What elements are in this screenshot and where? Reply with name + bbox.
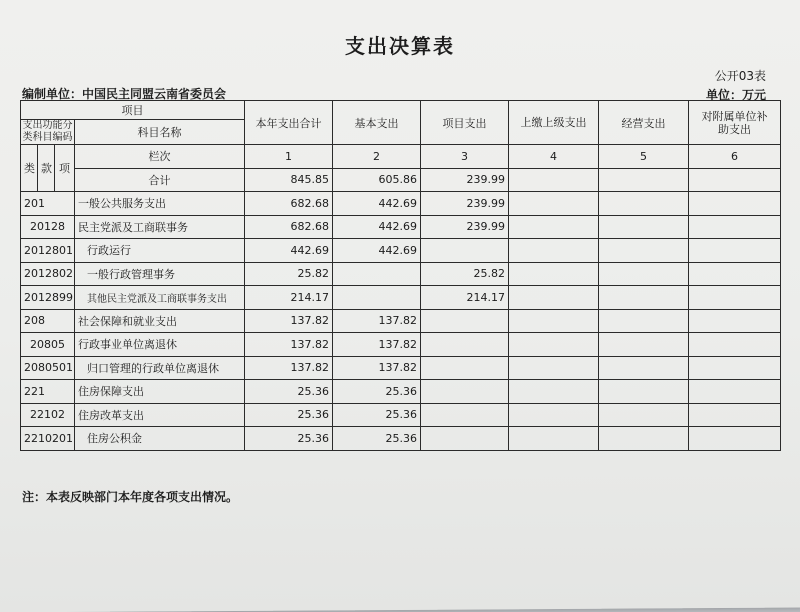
total-value-6 xyxy=(689,168,781,192)
value-cell-col-2: 137.82 xyxy=(333,309,421,333)
subject-code: 2080501 xyxy=(21,356,75,380)
table-row xyxy=(21,262,781,286)
subject-code: 20805 xyxy=(21,333,75,357)
col-index-1: 1 xyxy=(245,145,333,169)
subject-name: 住房保障支出 xyxy=(75,380,245,404)
value-cell-col-5 xyxy=(599,403,689,427)
value-cell-col-5 xyxy=(599,215,689,239)
table-row xyxy=(21,427,781,451)
value-cell-col-5 xyxy=(599,239,689,263)
value-cell-col-4 xyxy=(509,262,599,286)
value-cell-col-2 xyxy=(333,286,421,310)
value-cell-col-2: 25.36 xyxy=(333,380,421,404)
value-cell-col-3 xyxy=(421,239,509,263)
subject-code: 201 xyxy=(21,192,75,216)
header-kuan: 款 xyxy=(38,145,55,192)
value-cell-col-1: 137.82 xyxy=(245,356,333,380)
value-cell-col-5 xyxy=(599,333,689,357)
header-lei: 类 xyxy=(21,145,38,192)
value-cell-col-4 xyxy=(509,286,599,310)
unit-label: 单位：万元 xyxy=(705,88,766,102)
subject-name: 民主党派及工商联事务 xyxy=(75,215,245,239)
value-cell-col-5 xyxy=(599,380,689,404)
value-cell-col-4 xyxy=(509,192,599,216)
value-cell-col-2: 442.69 xyxy=(333,215,421,239)
value-cell-col-1: 137.82 xyxy=(245,309,333,333)
expenditure-table xyxy=(20,100,781,451)
subject-code: 20128 xyxy=(21,215,75,239)
table-row xyxy=(21,403,781,427)
total-row xyxy=(21,168,781,192)
header-subject-name: 科目名称 xyxy=(75,120,245,145)
value-cell-col-5 xyxy=(599,192,689,216)
value-cell-col-3 xyxy=(421,309,509,333)
value-cell-col-2 xyxy=(333,262,421,286)
table-row xyxy=(21,192,781,216)
table-row xyxy=(21,333,781,357)
page-title: 支出决算表 xyxy=(345,34,455,58)
subject-name: 行政事业单位离退休 xyxy=(75,333,245,357)
value-cell-col-4 xyxy=(509,427,599,451)
header-col-5: 经营支出 xyxy=(599,101,689,145)
footnote: 注：本表反映部门本年度各项支出情况。 xyxy=(22,490,239,504)
col-index-2: 2 xyxy=(333,145,421,169)
value-cell-col-6 xyxy=(689,309,781,333)
subject-code: 2012802 xyxy=(21,262,75,286)
col-index-6: 6 xyxy=(689,145,781,169)
subject-name: 社会保障和就业支出 xyxy=(75,309,245,333)
subject-code: 208 xyxy=(21,309,75,333)
value-cell-col-6 xyxy=(689,427,781,451)
header-row-lanci xyxy=(21,145,781,169)
subject-name: 一般行政管理事务 xyxy=(75,262,245,286)
value-cell-col-3 xyxy=(421,403,509,427)
value-cell-col-4 xyxy=(509,333,599,357)
value-cell-col-2: 25.36 xyxy=(333,427,421,451)
value-cell-col-1: 25.36 xyxy=(245,403,333,427)
value-cell-col-2: 442.69 xyxy=(333,192,421,216)
header-col-4: 上缴上级支出 xyxy=(509,101,599,145)
total-value-4 xyxy=(509,168,599,192)
header-col-2: 基本支出 xyxy=(333,101,421,145)
table-row xyxy=(21,239,781,263)
form-code: 公开03表 xyxy=(714,69,766,83)
table-row xyxy=(21,309,781,333)
table-row xyxy=(21,286,781,310)
value-cell-col-6 xyxy=(689,403,781,427)
header-row-item xyxy=(21,101,781,120)
value-cell-col-1: 25.36 xyxy=(245,427,333,451)
header-col-1: 本年支出合计 xyxy=(245,101,333,145)
col-index-4: 4 xyxy=(509,145,599,169)
value-cell-col-2: 25.36 xyxy=(333,403,421,427)
value-cell-col-2: 137.82 xyxy=(333,333,421,357)
value-cell-col-3 xyxy=(421,333,509,357)
value-cell-col-6 xyxy=(689,239,781,263)
subject-name: 一般公共服务支出 xyxy=(75,192,245,216)
value-cell-col-3: 239.99 xyxy=(421,215,509,239)
value-cell-col-3 xyxy=(421,427,509,451)
value-cell-col-3: 25.82 xyxy=(421,262,509,286)
subject-name: 其他民主党派及工商联事务支出 xyxy=(75,286,245,310)
value-cell-col-5 xyxy=(599,309,689,333)
subject-name: 住房改革支出 xyxy=(75,403,245,427)
value-cell-col-6 xyxy=(689,356,781,380)
value-cell-col-3: 214.17 xyxy=(421,286,509,310)
total-value-1: 845.85 xyxy=(245,168,333,192)
total-value-2: 605.86 xyxy=(333,168,421,192)
value-cell-col-6 xyxy=(689,333,781,357)
subject-name: 行政运行 xyxy=(75,239,245,263)
value-cell-col-5 xyxy=(599,356,689,380)
value-cell-col-1: 137.82 xyxy=(245,333,333,357)
value-cell-col-2: 137.82 xyxy=(333,356,421,380)
subject-name: 住房公积金 xyxy=(75,427,245,451)
subject-name: 归口管理的行政单位离退休 xyxy=(75,356,245,380)
value-cell-col-4 xyxy=(509,215,599,239)
value-cell-col-4 xyxy=(509,309,599,333)
value-cell-col-5 xyxy=(599,286,689,310)
value-cell-col-1: 25.36 xyxy=(245,380,333,404)
value-cell-col-1: 214.17 xyxy=(245,286,333,310)
value-cell-col-4 xyxy=(509,239,599,263)
value-cell-col-5 xyxy=(599,262,689,286)
value-cell-col-3 xyxy=(421,356,509,380)
subject-code: 22102 xyxy=(21,403,75,427)
value-cell-col-5 xyxy=(599,427,689,451)
total-value-5 xyxy=(599,168,689,192)
value-cell-col-1: 682.68 xyxy=(245,215,333,239)
value-cell-col-1: 442.69 xyxy=(245,239,333,263)
header-xiang: 项 xyxy=(55,145,75,192)
organization-label: 编制单位：中国民主同盟云南省委员会 xyxy=(22,87,227,101)
table-row xyxy=(21,380,781,404)
value-cell-col-1: 682.68 xyxy=(245,192,333,216)
header-lanci: 栏次 xyxy=(75,145,245,169)
header-func-code: 支出功能分类科目编码 xyxy=(22,120,73,143)
table-row xyxy=(21,215,781,239)
value-cell-col-4 xyxy=(509,380,599,404)
total-label: 合计 xyxy=(75,168,245,192)
table-row xyxy=(21,356,781,380)
subject-code: 2012899 xyxy=(21,286,75,310)
subject-code: 221 xyxy=(21,380,75,404)
value-cell-col-6 xyxy=(689,262,781,286)
value-cell-col-6 xyxy=(689,215,781,239)
value-cell-col-6 xyxy=(689,192,781,216)
value-cell-col-3: 239.99 xyxy=(421,192,509,216)
value-cell-col-1: 25.82 xyxy=(245,262,333,286)
col-index-3: 3 xyxy=(421,145,509,169)
value-cell-col-4 xyxy=(509,356,599,380)
value-cell-col-3 xyxy=(421,380,509,404)
col-index-5: 5 xyxy=(599,145,689,169)
header-col-3: 项目支出 xyxy=(421,101,509,145)
subject-code: 2210201 xyxy=(21,427,75,451)
value-cell-col-6 xyxy=(689,286,781,310)
subject-code: 2012801 xyxy=(21,239,75,263)
value-cell-col-4 xyxy=(509,403,599,427)
header-col-6: 对附属单位补助支出 xyxy=(689,101,781,145)
value-cell-col-6 xyxy=(689,380,781,404)
value-cell-col-2: 442.69 xyxy=(333,239,421,263)
total-value-3: 239.99 xyxy=(421,168,509,192)
header-item: 项目 xyxy=(21,101,245,120)
